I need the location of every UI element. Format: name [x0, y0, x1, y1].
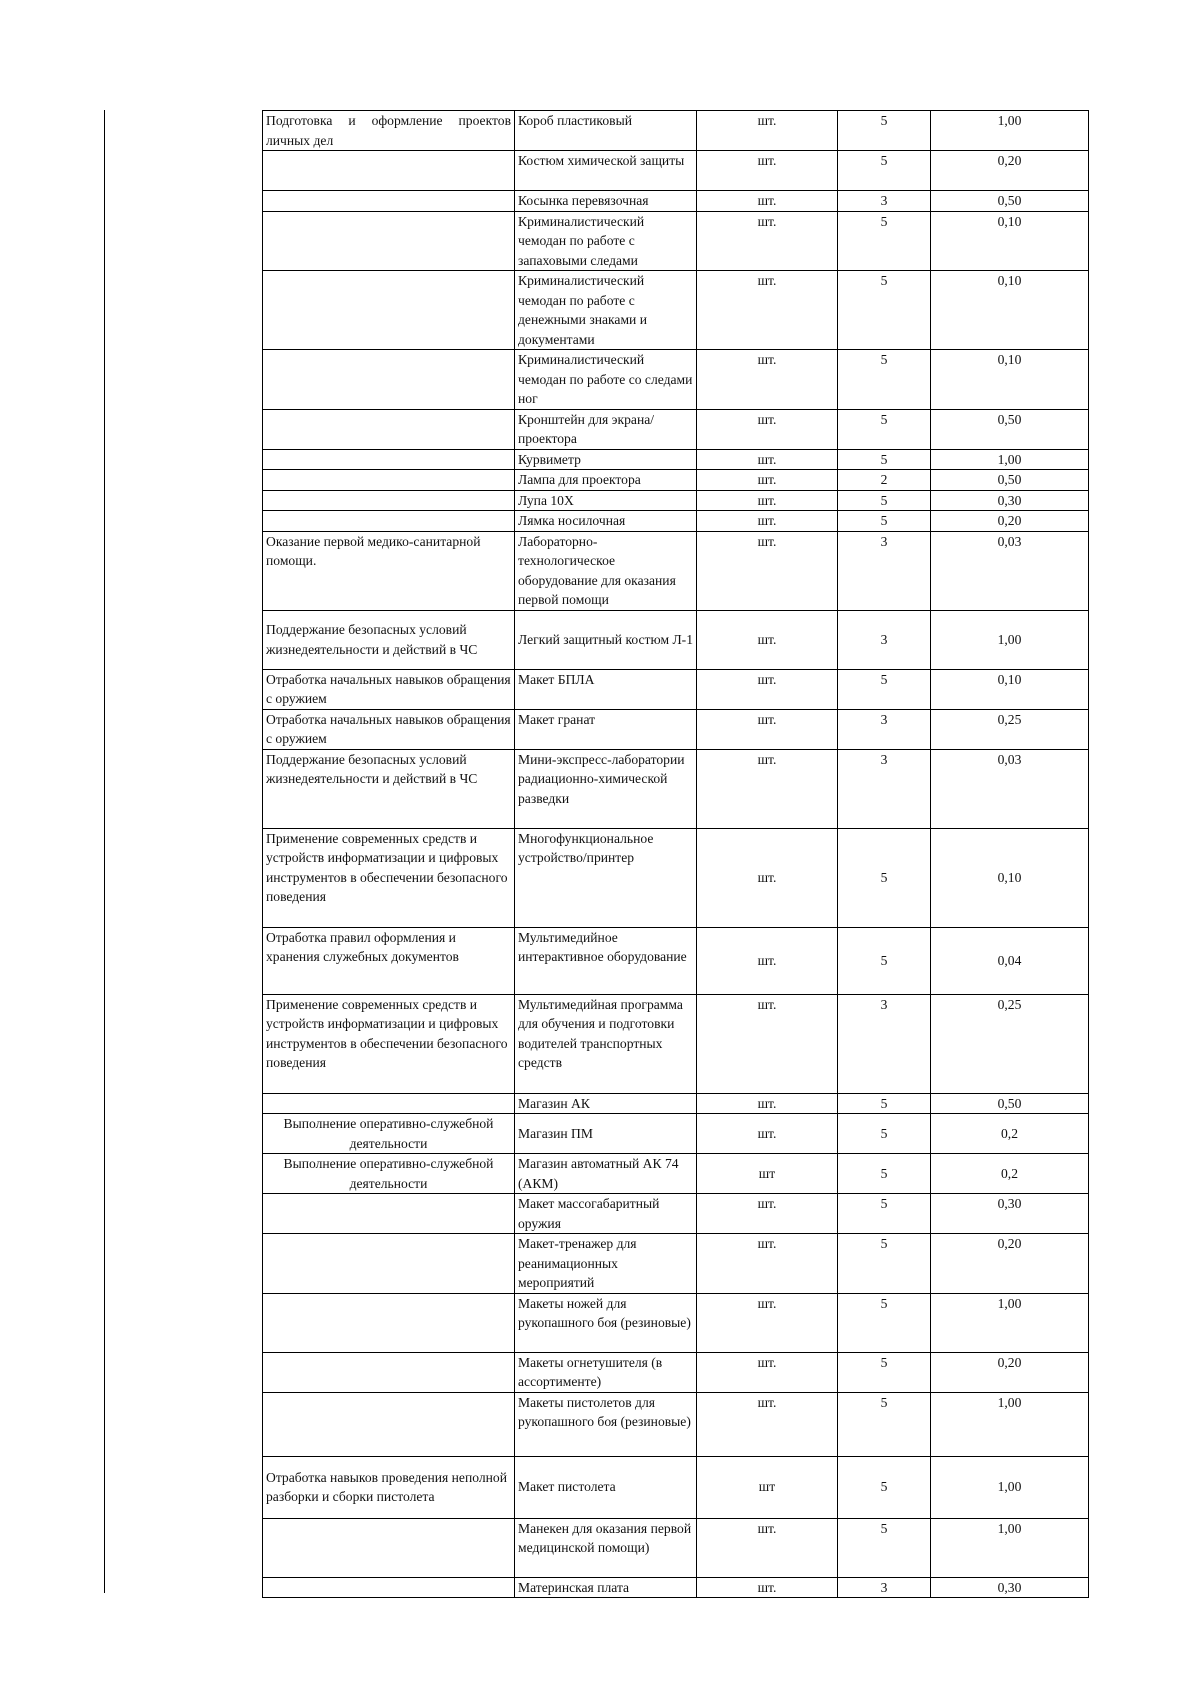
- unit-cell: шт.: [697, 211, 838, 271]
- quantity-cell: 2: [838, 470, 931, 491]
- item-name-cell: Магазин ПМ: [515, 1114, 697, 1154]
- table-row: [263, 1194, 1089, 1234]
- unit-cell: шт.: [697, 271, 838, 350]
- activity-cell: [263, 490, 515, 511]
- activity-cell: [263, 1093, 515, 1114]
- unit-cell: шт.: [697, 1577, 838, 1598]
- item-name-cell: Криминалистический чемодан по работе с денежными знаками и документами: [515, 271, 697, 350]
- norm-cell: 1,00: [931, 111, 1089, 151]
- activity-cell: [263, 1518, 515, 1577]
- norm-cell: 0,2: [931, 1114, 1089, 1154]
- item-name-cell: Лупа 10Х: [515, 490, 697, 511]
- quantity-cell: 5: [838, 927, 931, 994]
- item-name-cell: Мультимедийная программа для обучения и подготовки водителей транспортных средств: [515, 994, 697, 1093]
- item-name-cell: Манекен для оказания первой медицинской помощи): [515, 1518, 697, 1577]
- quantity-cell: 5: [838, 1154, 931, 1194]
- equipment-table-wrapper: [262, 110, 1089, 1598]
- item-name-cell: Лямка носилочная: [515, 511, 697, 532]
- activity-cell: [263, 350, 515, 410]
- unit-cell: шт.: [697, 1352, 838, 1392]
- quantity-cell: 5: [838, 1518, 931, 1577]
- norm-cell: 1,00: [931, 610, 1089, 669]
- activity-cell: Выполнение оперативно-служебной деятельности: [263, 1154, 515, 1194]
- item-name-cell: Макет массогабаритный оружия: [515, 1194, 697, 1234]
- item-name-cell: Макеты пистолетов для рукопашного боя (резиновые): [515, 1392, 697, 1456]
- norm-cell: 0,30: [931, 1194, 1089, 1234]
- unit-cell: шт.: [697, 350, 838, 410]
- activity-cell: [263, 1194, 515, 1234]
- norm-cell: 0,10: [931, 271, 1089, 350]
- norm-cell: 0,30: [931, 1577, 1089, 1598]
- norm-cell: 1,00: [931, 1392, 1089, 1456]
- quantity-cell: 5: [838, 1352, 931, 1392]
- activity-cell: Применение современных средств и устройств информатизации и цифровых инструментов в обеспечении безопасного поведения: [263, 828, 515, 927]
- table-row: [263, 490, 1089, 511]
- activity-cell: [263, 271, 515, 350]
- item-name-cell: Макеты ножей для рукопашного боя (резиновые): [515, 1293, 697, 1352]
- activity-cell: Оказание первой медико-санитарной помощи.: [263, 531, 515, 610]
- quantity-cell: 5: [838, 511, 931, 532]
- unit-cell: шт.: [697, 669, 838, 709]
- unit-cell: шт.: [697, 1114, 838, 1154]
- unit-cell: шт.: [697, 1234, 838, 1294]
- table-row: [263, 709, 1089, 749]
- activity-cell: [263, 191, 515, 212]
- item-name-cell: Материнская плата: [515, 1577, 697, 1598]
- quantity-cell: 3: [838, 709, 931, 749]
- quantity-cell: 5: [838, 828, 931, 927]
- table-row: [263, 449, 1089, 470]
- activity-cell: [263, 151, 515, 191]
- unit-cell: шт.: [697, 1518, 838, 1577]
- item-name-cell: Макет-тренажер для реанимационных мероприятий: [515, 1234, 697, 1294]
- item-name-cell: Мини-экспресс-лаборатории радиационно-химической разведки: [515, 749, 697, 828]
- item-name-cell: Многофункциональное устройство/принтер: [515, 828, 697, 927]
- norm-cell: 1,00: [931, 1293, 1089, 1352]
- unit-cell: шт.: [697, 449, 838, 470]
- equipment-table: [262, 110, 1089, 1598]
- table-row: [263, 511, 1089, 532]
- quantity-cell: 3: [838, 531, 931, 610]
- norm-cell: 0,03: [931, 531, 1089, 610]
- quantity-cell: 5: [838, 409, 931, 449]
- activity-cell: [263, 1293, 515, 1352]
- quantity-cell: 5: [838, 669, 931, 709]
- unit-cell: шт.: [697, 111, 838, 151]
- unit-cell: шт.: [697, 709, 838, 749]
- norm-cell: 0,20: [931, 1234, 1089, 1294]
- activity-cell: Отработка навыков проведения неполной разборки и сборки пистолета: [263, 1456, 515, 1518]
- unit-cell: шт.: [697, 610, 838, 669]
- quantity-cell: 5: [838, 1093, 931, 1114]
- table-row: [263, 927, 1089, 994]
- norm-cell: 1,00: [931, 1518, 1089, 1577]
- table-row: [263, 1293, 1089, 1352]
- quantity-cell: 3: [838, 749, 931, 828]
- table-row: [263, 994, 1089, 1093]
- unit-cell: шт: [697, 1154, 838, 1194]
- table-row: [263, 1114, 1089, 1154]
- activity-cell: [263, 1392, 515, 1456]
- norm-cell: 0,10: [931, 828, 1089, 927]
- quantity-cell: 3: [838, 1577, 931, 1598]
- norm-cell: 0,20: [931, 511, 1089, 532]
- activity-cell: Отработка правил оформления и хранения служебных документов: [263, 927, 515, 994]
- table-row: [263, 191, 1089, 212]
- table-row: [263, 211, 1089, 271]
- table-row: [263, 271, 1089, 350]
- unit-cell: шт.: [697, 749, 838, 828]
- unit-cell: шт.: [697, 828, 838, 927]
- item-name-cell: Лампа для проектора: [515, 470, 697, 491]
- norm-cell: 0,25: [931, 709, 1089, 749]
- quantity-cell: 5: [838, 151, 931, 191]
- table-row: [263, 350, 1089, 410]
- item-name-cell: Короб пластиковый: [515, 111, 697, 151]
- unit-cell: шт: [697, 1456, 838, 1518]
- unit-cell: шт.: [697, 1194, 838, 1234]
- norm-cell: 0,20: [931, 151, 1089, 191]
- norm-cell: 1,00: [931, 449, 1089, 470]
- activity-cell: [263, 1234, 515, 1294]
- activity-cell: Поддержание безопасных условий жизнедеятельности и действий в ЧС: [263, 610, 515, 669]
- activity-cell: [263, 1577, 515, 1598]
- norm-cell: 1,00: [931, 1456, 1089, 1518]
- item-name-cell: Криминалистический чемодан по работе со следами ног: [515, 350, 697, 410]
- table-row: [263, 111, 1089, 151]
- unit-cell: шт.: [697, 994, 838, 1093]
- norm-cell: 0,10: [931, 669, 1089, 709]
- unit-cell: шт.: [697, 151, 838, 191]
- unit-cell: шт.: [697, 1392, 838, 1456]
- table-row: [263, 669, 1089, 709]
- activity-cell: [263, 470, 515, 491]
- quantity-cell: 5: [838, 1194, 931, 1234]
- unit-cell: шт.: [697, 927, 838, 994]
- table-row: [263, 531, 1089, 610]
- quantity-cell: 5: [838, 1114, 931, 1154]
- item-name-cell: Костюм химической защиты: [515, 151, 697, 191]
- item-name-cell: Кронштейн для экрана/проектора: [515, 409, 697, 449]
- activity-cell: Подготовка и оформление проектов личных дел: [263, 111, 515, 151]
- quantity-cell: 5: [838, 1456, 931, 1518]
- activity-cell: Отработка начальных навыков обращения с оружием: [263, 709, 515, 749]
- unit-cell: шт.: [697, 409, 838, 449]
- item-name-cell: Магазин автоматный АК 74 (АКМ): [515, 1154, 697, 1194]
- quantity-cell: 5: [838, 111, 931, 151]
- table-row: [263, 1154, 1089, 1194]
- activity-cell: Поддержание безопасных условий жизнедеятельности и действий в ЧС: [263, 749, 515, 828]
- norm-cell: 0,03: [931, 749, 1089, 828]
- equipment-table-body: [263, 111, 1089, 1598]
- quantity-cell: 3: [838, 994, 931, 1093]
- item-name-cell: Курвиметр: [515, 449, 697, 470]
- quantity-cell: 5: [838, 350, 931, 410]
- activity-cell: Применение современных средств и устройств информатизации и цифровых инструментов в обеспечении безопасного поведения: [263, 994, 515, 1093]
- table-row: [263, 1456, 1089, 1518]
- left-margin-line: [104, 110, 105, 1593]
- quantity-cell: 5: [838, 211, 931, 271]
- quantity-cell: 5: [838, 271, 931, 350]
- unit-cell: шт.: [697, 1093, 838, 1114]
- table-row: [263, 1352, 1089, 1392]
- item-name-cell: Макет БПЛА: [515, 669, 697, 709]
- item-name-cell: Макеты огнетушителя (в ассортименте): [515, 1352, 697, 1392]
- unit-cell: шт.: [697, 511, 838, 532]
- item-name-cell: Макет гранат: [515, 709, 697, 749]
- table-row: [263, 1093, 1089, 1114]
- item-name-cell: Косынка перевязочная: [515, 191, 697, 212]
- unit-cell: шт.: [697, 531, 838, 610]
- quantity-cell: 5: [838, 490, 931, 511]
- table-row: [263, 749, 1089, 828]
- activity-cell: [263, 511, 515, 532]
- unit-cell: шт.: [697, 1293, 838, 1352]
- norm-cell: 0,25: [931, 994, 1089, 1093]
- activity-cell: [263, 409, 515, 449]
- norm-cell: 0,04: [931, 927, 1089, 994]
- norm-cell: 0,50: [931, 191, 1089, 212]
- quantity-cell: 3: [838, 191, 931, 212]
- quantity-cell: 5: [838, 449, 931, 470]
- item-name-cell: Макет пистолета: [515, 1456, 697, 1518]
- activity-cell: [263, 211, 515, 271]
- norm-cell: 0,30: [931, 490, 1089, 511]
- norm-cell: 0,20: [931, 1352, 1089, 1392]
- norm-cell: 0,10: [931, 350, 1089, 410]
- norm-cell: 0,10: [931, 211, 1089, 271]
- unit-cell: шт.: [697, 191, 838, 212]
- norm-cell: 0,50: [931, 470, 1089, 491]
- item-name-cell: Мультимедийное интерактивное оборудование: [515, 927, 697, 994]
- table-row: [263, 828, 1089, 927]
- table-row: [263, 409, 1089, 449]
- table-row: [263, 1234, 1089, 1294]
- table-row: [263, 1518, 1089, 1577]
- item-name-cell: Лабораторно-технологическое оборудование для оказания первой помощи: [515, 531, 697, 610]
- activity-cell: Выполнение оперативно-служебной деятельности: [263, 1114, 515, 1154]
- unit-cell: шт.: [697, 470, 838, 491]
- activity-cell: [263, 449, 515, 470]
- unit-cell: шт.: [697, 490, 838, 511]
- activity-cell: Отработка начальных навыков обращения с оружием: [263, 669, 515, 709]
- norm-cell: 0,50: [931, 409, 1089, 449]
- table-row: [263, 1392, 1089, 1456]
- norm-cell: 0,2: [931, 1154, 1089, 1194]
- norm-cell: 0,50: [931, 1093, 1089, 1114]
- quantity-cell: 5: [838, 1293, 931, 1352]
- item-name-cell: Легкий защитный костюм Л-1: [515, 610, 697, 669]
- item-name-cell: Криминалистический чемодан по работе с запаховыми следами: [515, 211, 697, 271]
- quantity-cell: 3: [838, 610, 931, 669]
- activity-cell: [263, 1352, 515, 1392]
- table-row: [263, 151, 1089, 191]
- table-row: [263, 470, 1089, 491]
- item-name-cell: Магазин АК: [515, 1093, 697, 1114]
- table-row: [263, 1577, 1089, 1598]
- quantity-cell: 5: [838, 1392, 931, 1456]
- quantity-cell: 5: [838, 1234, 931, 1294]
- table-row: [263, 610, 1089, 669]
